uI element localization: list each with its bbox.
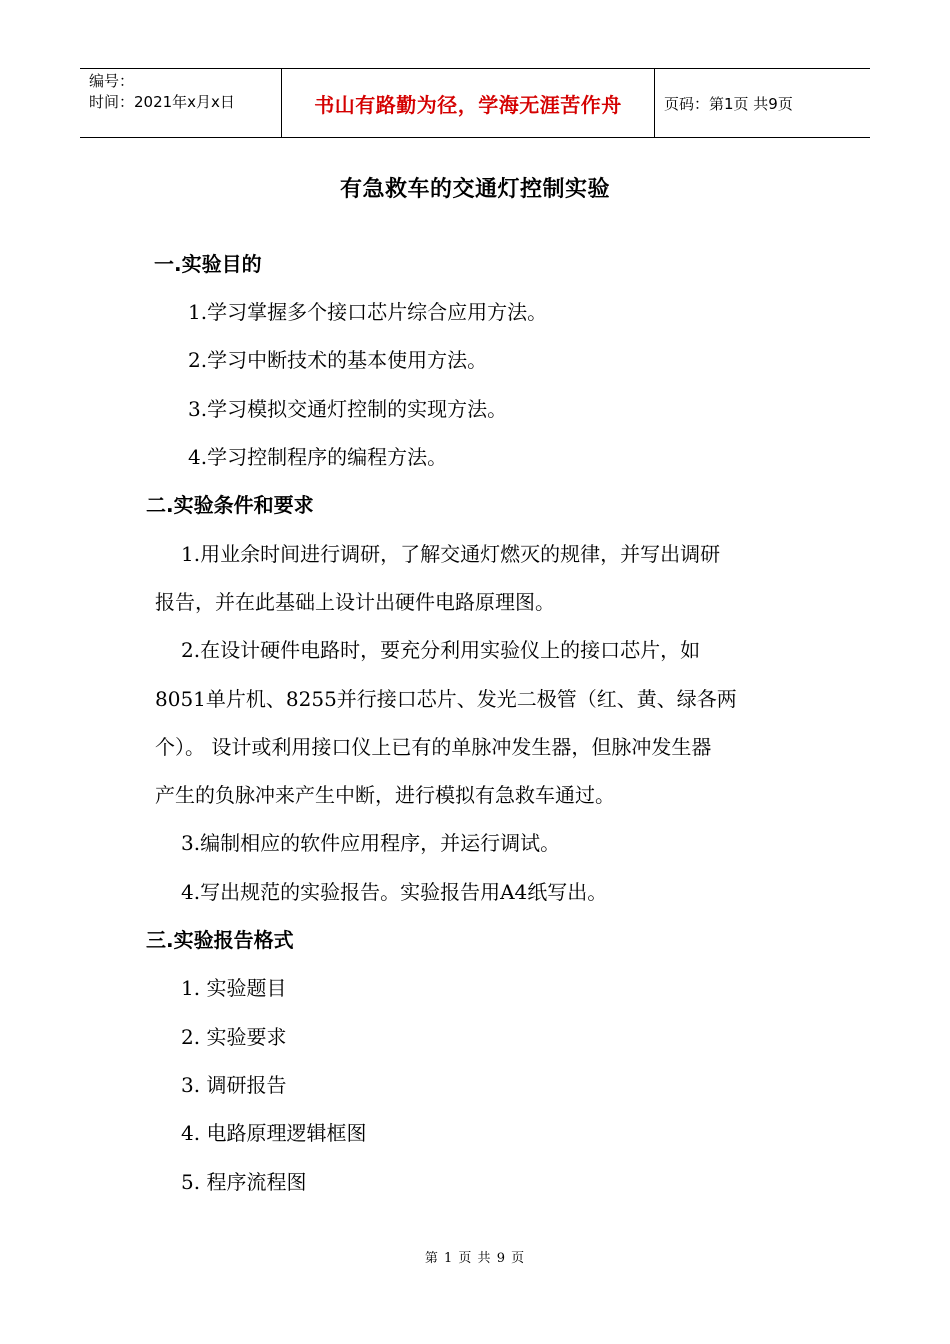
purpose-item: 3.学习模拟交通灯控制的实现方法。 [188, 397, 508, 421]
report-format-item: 1. 实验题目 [181, 976, 287, 1000]
document-header [80, 68, 870, 138]
report-format-item: 3. 调研报告 [181, 1073, 287, 1097]
section-heading-report-format: 三.实验报告格式 [146, 928, 294, 952]
requirements-line: 产生的负脉冲来产生中断，进行模拟有急救车通过。 [155, 783, 615, 807]
page-footer: 第 1 页 共 9 页 [424, 1251, 526, 1266]
document-title: 有急救车的交通灯控制实验 [339, 177, 610, 202]
requirements-line: 报告，并在此基础上设计出硬件电路原理图。 [155, 590, 555, 614]
requirements-line: 1.用业余时间进行调研，了解交通灯燃灭的规律，并写出调研 [181, 542, 721, 566]
requirements-line: 2.在设计硬件电路时，要充分利用实验仪上的接口芯片，如 [181, 638, 701, 662]
section-heading-purpose: 一.实验目的 [154, 252, 262, 276]
header-motto-cell [281, 69, 655, 137]
header-motto: 书山有路勤为径，学海无涯苦作舟 [314, 92, 622, 117]
report-format-item: 5. 程序流程图 [181, 1170, 307, 1194]
document-number: 编号： [89, 72, 135, 90]
header-meta [80, 69, 281, 137]
requirements-line: 8051单片机、8255并行接口芯片、发光二极管（红、黄、绿各两 [155, 687, 737, 711]
purpose-item: 1.学习掌握多个接口芯片综合应用方法。 [188, 300, 548, 324]
section-heading-requirements: 二.实验条件和要求 [146, 493, 314, 517]
header-page-info: 页码：第1页 共9页 [664, 94, 793, 113]
requirements-line: 3.编制相应的软件应用程序，并运行调试。 [181, 831, 561, 855]
purpose-item: 2.学习中断技术的基本使用方法。 [188, 348, 488, 372]
requirements-line: 4.写出规范的实验报告。实验报告用A4纸写出。 [181, 880, 608, 904]
requirements-line: 个）。 设计或利用接口仪上已有的单脉冲发生器，但脉冲发生器 [155, 735, 712, 759]
document-date: 时间：2021年x月x日 [89, 93, 235, 111]
purpose-item: 4.学习控制程序的编程方法。 [188, 445, 448, 469]
report-format-item: 2. 实验要求 [181, 1025, 287, 1049]
report-format-item: 4. 电路原理逻辑框图 [181, 1121, 367, 1145]
